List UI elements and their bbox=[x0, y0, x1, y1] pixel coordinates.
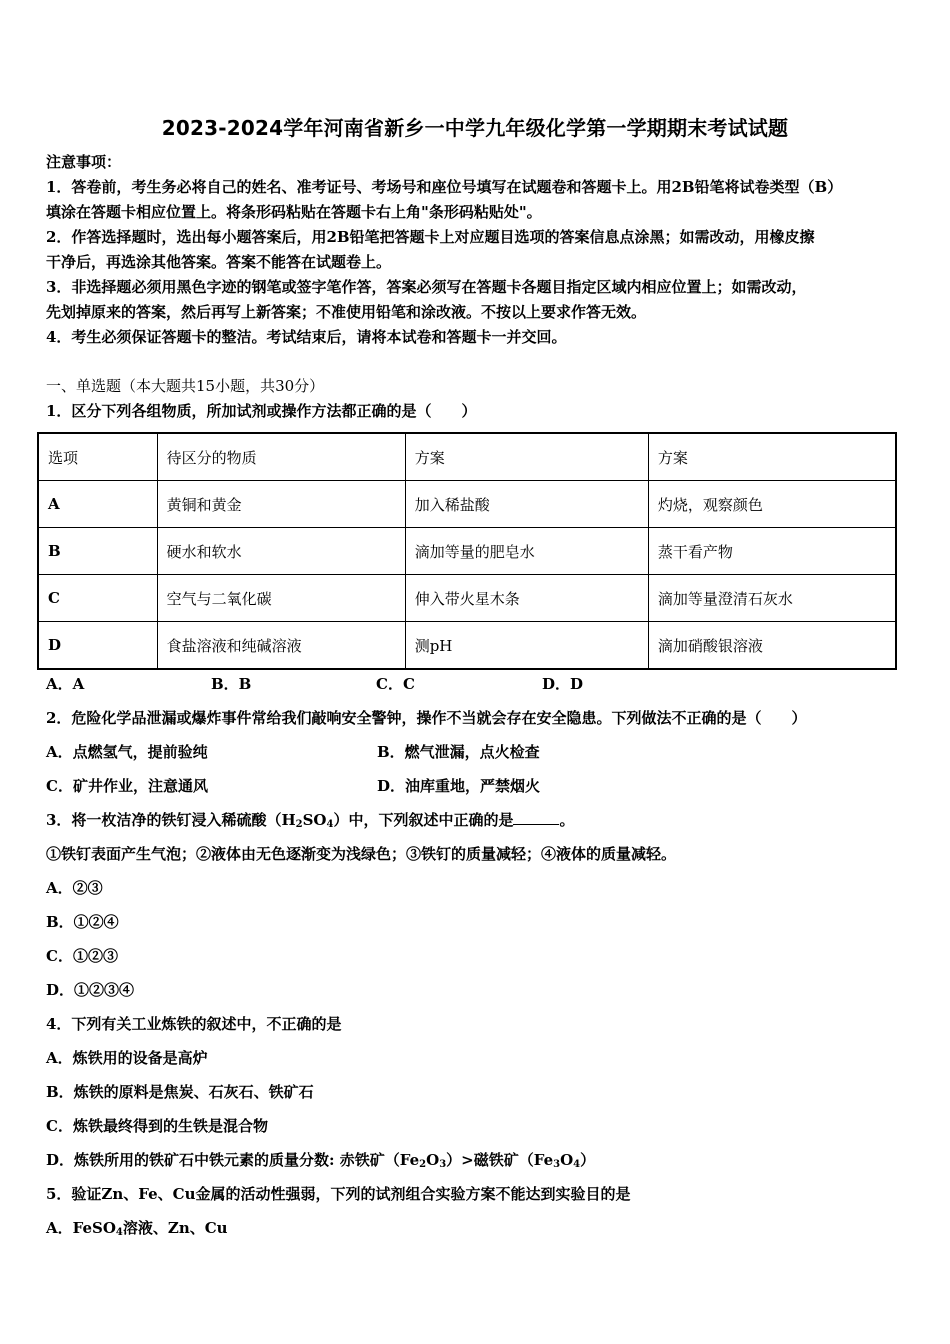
q4-option-a: A．炼铁用的设备是高炉 bbox=[46, 1049, 208, 1067]
q2-option-b: B．燃气泄漏，点火检查 bbox=[377, 743, 540, 761]
table-cell: 滴加等量的肥皂水 bbox=[405, 528, 648, 575]
table-cell: 方案 bbox=[405, 433, 648, 481]
table-cell: 选项 bbox=[38, 433, 157, 481]
question-5-stem: 5．验证Zn、Fe、Cu金属的活动性强弱，下列的试剂组合实验方案不能达到实验目的是 bbox=[46, 1185, 631, 1203]
table-row bbox=[38, 481, 896, 528]
notice-line: 2．作答选择题时，选出每小题答案后，用2B铅笔把答题卡上对应题目选项的答案信息点涂黑；如需改动，用橡皮擦 bbox=[46, 228, 815, 246]
stem-text: 3．将一枚洁净的铁钉浸入稀硫酸（H bbox=[46, 811, 296, 829]
option-text: D．炼铁所用的铁矿石中铁元素的质量分数: 赤铁矿（Fe bbox=[46, 1151, 420, 1169]
table-cell: 滴加硝酸银溶液 bbox=[648, 622, 896, 670]
table-cell: 滴加等量澄清石灰水 bbox=[648, 575, 896, 622]
subscript: 3 bbox=[553, 1159, 561, 1170]
subscript: 4 bbox=[573, 1159, 581, 1170]
notice-heading: 注意事项： bbox=[46, 153, 122, 171]
table-cell: 空气与二氧化碳 bbox=[157, 575, 405, 622]
question-3-statements: ①铁钉表面产生气泡；②液体由无色逐渐变为浅绿色；③铁钉的质量减轻；④液体的质量减轻。 bbox=[46, 845, 677, 863]
stem-text: 。 bbox=[559, 811, 575, 829]
q1-option-c: C．C bbox=[376, 675, 415, 693]
table-cell: 待区分的物质 bbox=[157, 433, 405, 481]
question-1-table bbox=[37, 432, 897, 670]
table-cell: A bbox=[38, 481, 157, 528]
q1-option-d: D．D bbox=[542, 675, 584, 693]
table-row bbox=[38, 622, 896, 670]
exam-title: 2023-2024学年河南省新乡一中学九年级化学第一学期期末考试试题 bbox=[161, 116, 789, 140]
option-text: 溶液、Zn、Cu bbox=[122, 1219, 228, 1237]
q5-option-a bbox=[46, 1218, 228, 1238]
table-cell: 黄铜和黄金 bbox=[157, 481, 405, 528]
table-cell: 方案 bbox=[648, 433, 896, 481]
table-cell: 硬水和软水 bbox=[157, 528, 405, 575]
option-text: ） bbox=[580, 1151, 596, 1169]
option-text: O bbox=[560, 1151, 574, 1169]
table-cell: 加入稀盐酸 bbox=[405, 481, 648, 528]
notice-line: 干净后，再选涂其他答案。答案不能答在试题卷上。 bbox=[46, 253, 392, 271]
q2-option-a: A．点燃氢气，提前验纯 bbox=[46, 743, 208, 761]
question-4-stem: 4．下列有关工业炼铁的叙述中，不正确的是 bbox=[46, 1015, 342, 1033]
subscript: 2 bbox=[419, 1159, 427, 1170]
notice-line: 1．答卷前，考生务必将自己的姓名、准考证号、考场号和座位号填写在试题卷和答题卡上。用2B铅笔将试卷类型（B） bbox=[46, 178, 843, 196]
q4-option-d bbox=[46, 1150, 595, 1170]
table-cell: C bbox=[38, 575, 157, 622]
answer-blank bbox=[513, 810, 559, 825]
q3-option-b: B．①②④ bbox=[46, 913, 119, 931]
table-cell: 食盐溶液和纯碱溶液 bbox=[157, 622, 405, 670]
subscript: 2 bbox=[295, 819, 303, 830]
table-cell: 灼烧，观察颜色 bbox=[648, 481, 896, 528]
table-cell: B bbox=[38, 528, 157, 575]
q3-option-a: A．②③ bbox=[46, 879, 103, 897]
notice-line: 4．考生必须保证答题卡的整洁。考试结束后，请将本试卷和答题卡一并交回。 bbox=[46, 328, 567, 346]
section-heading: 一、单选题（本大题共15小题，共30分） bbox=[46, 377, 325, 395]
table-cell: 伸入带火星木条 bbox=[405, 575, 648, 622]
q4-option-b: B．炼铁的原料是焦炭、石灰石、铁矿石 bbox=[46, 1083, 314, 1101]
question-1-stem: 1．区分下列各组物质，所加试剂或操作方法都正确的是（ ） bbox=[46, 402, 477, 420]
q3-option-d: D．①②③④ bbox=[46, 981, 135, 999]
table-header-row bbox=[38, 433, 896, 481]
notice-line: 填涂在答题卡相应位置上。将条形码粘贴在答题卡右上角"条形码粘贴处"。 bbox=[46, 203, 542, 221]
subscript: 4 bbox=[326, 819, 334, 830]
stem-text: SO bbox=[302, 811, 327, 829]
q1-option-a: A．A bbox=[46, 675, 85, 693]
question-3-stem bbox=[46, 810, 575, 830]
table-row bbox=[38, 575, 896, 622]
notice-line: 先划掉原来的答案，然后再写上新答案；不准使用铅笔和涂改液。不按以上要求作答无效。 bbox=[46, 303, 647, 321]
subscript: 4 bbox=[115, 1227, 123, 1238]
subscript: 3 bbox=[439, 1159, 447, 1170]
table-cell: 蒸干看产物 bbox=[648, 528, 896, 575]
q1-option-b: B．B bbox=[211, 675, 252, 693]
q4-option-c: C．炼铁最终得到的生铁是混合物 bbox=[46, 1117, 268, 1135]
table-cell: D bbox=[38, 622, 157, 670]
question-2-stem: 2．危险化学品泄漏或爆炸事件常给我们敲响安全警钟，操作不当就会存在安全隐患。下列做法不正确的是（ ） bbox=[46, 709, 807, 727]
q3-option-c: C．①②③ bbox=[46, 947, 118, 965]
table-row bbox=[38, 528, 896, 575]
option-text: ）>磁铁矿（Fe bbox=[446, 1151, 554, 1169]
stem-text: ）中，下列叙述中正确的是 bbox=[333, 811, 514, 829]
table-cell: 测pH bbox=[405, 622, 648, 670]
option-text: A．FeSO bbox=[46, 1219, 116, 1237]
option-text: O bbox=[426, 1151, 440, 1169]
q2-option-c: C．矿井作业，注意通风 bbox=[46, 777, 208, 795]
q2-option-d: D．油库重地，严禁烟火 bbox=[377, 777, 541, 795]
notice-line: 3．非选择题必须用黑色字迹的钢笔或签字笔作答，答案必须写在答题卡各题目指定区域内相应位置上；如需改动， bbox=[46, 278, 807, 296]
